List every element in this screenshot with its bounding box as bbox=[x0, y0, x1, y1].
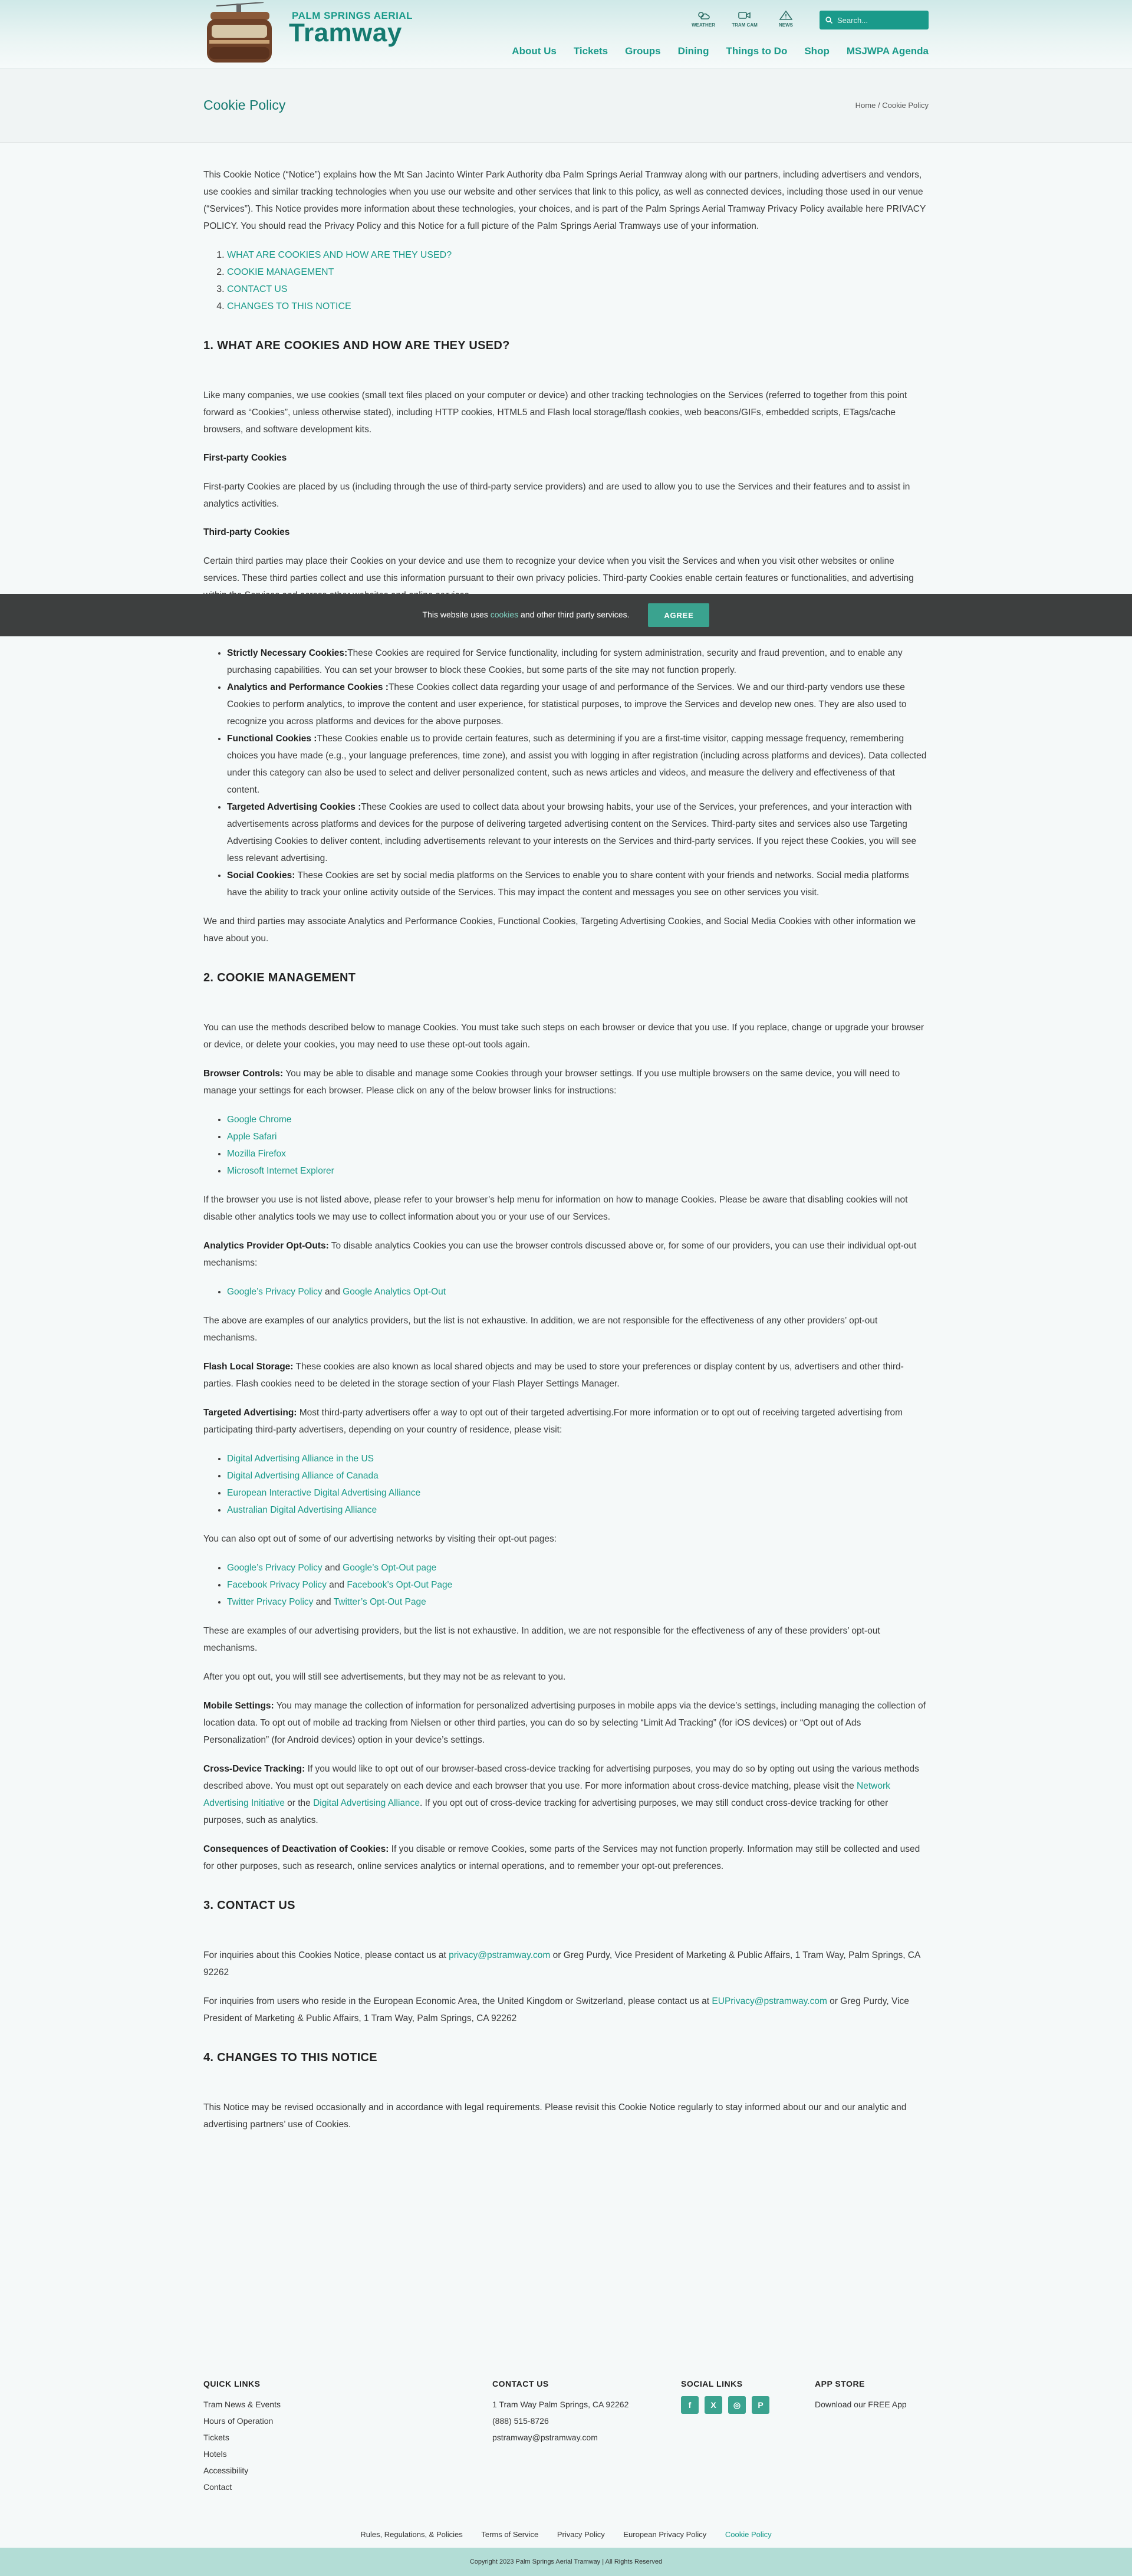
footer-bottom-links bbox=[0, 2528, 1132, 2541]
cookie-bar-text-a: This website uses bbox=[422, 610, 491, 620]
alert-icon bbox=[779, 11, 792, 20]
footer-social bbox=[681, 2377, 769, 2414]
cross-device-text-2: . If you opt out of cross-device tracking for advertising purposes, we may still conduct cross-device tracking for other purposes, such as analytics. bbox=[203, 1798, 889, 1825]
link-daa-canada[interactable]: Digital Advertising Alliance of Canada bbox=[227, 1470, 379, 1481]
site-header bbox=[0, 0, 1132, 68]
nav-dining[interactable]: Dining bbox=[677, 45, 709, 57]
list-item bbox=[227, 867, 929, 901]
contact-text-2: or Greg Purdy, Vice President of Marketing & Public Affairs, 1 Tram Way, Palm Springs, CA 92262 bbox=[203, 1950, 920, 1977]
link-daa[interactable]: Digital Advertising Alliance bbox=[313, 1798, 420, 1808]
list-item bbox=[227, 1283, 929, 1300]
paragraph: You can also opt out of some of our advertising networks by visiting their opt-out pages: bbox=[203, 1533, 557, 1544]
link-internet-explorer[interactable]: Microsoft Internet Explorer bbox=[227, 1165, 334, 1176]
main-nav bbox=[512, 46, 929, 56]
social-icons bbox=[681, 2396, 769, 2414]
analytics-optout-text: To disable analytics Cookies you can use the browser controls discussed above or, for some of our providers, you can use their individual opt-out mechanisms: bbox=[203, 1240, 917, 1268]
footer-link-privacy[interactable]: Privacy Policy bbox=[557, 2530, 605, 2539]
link-google-chrome[interactable]: Google Chrome bbox=[227, 1114, 292, 1125]
intro-paragraph: This Cookie Notice (“Notice”) explains how the Mt San Jacinto Winter Park Authority dba Palm Springs Aerial Tramway along with our partners, including advertisers and vendors, use cookies and similar tracking technologies when you use our website and other services that link to this policy, as well as connected devices, including those used in our venue (“Services”). This Notice provides more information about these technologies, your choices, and is part of the Palm Springs Aerial Tramway Privacy Policy available here PRIVACY POLICY. You should read the Privacy Policy and this Notice for a full picture of the Palm Springs Aerial Tramways use of your information. bbox=[203, 170, 926, 231]
footer-app-store bbox=[815, 2377, 907, 2413]
and-text: and bbox=[329, 1579, 345, 1590]
footer-heading: CONTACT US bbox=[492, 2379, 549, 2388]
mobile-settings-text: You may manage the collection of information for personalized advertising purposes in mobile apps via the device’s settings, including managing the collection of location data. To opt out of mobile ad tracking from Nielsen or other third parties, you can do so by selecting “Limit Ad Tracking” (for iOS devices) or “Opt out of Ads Personalization” (for Android devices) option in your device’s settings. bbox=[203, 1700, 926, 1745]
paragraph: After you opt out, you will still see advertisements, but they may not be as relevant to you. bbox=[203, 1671, 566, 1682]
table-of-contents bbox=[227, 247, 929, 315]
paragraph: Like many companies, we use cookies (small text files placed on your computer or device) and other tracking technologies on the Services (referred to together from this point forward as “Cookies”, unless otherwise stated), including HTTP cookies, HTML5 and Flash local storage/flash cookies, web beacons/GIFs, embedded scripts, ETags/cache browsers, and software development kits. bbox=[203, 390, 907, 435]
footer-link-contact[interactable]: Contact bbox=[203, 2482, 232, 2492]
cross-device-label: Cross-Device Tracking: bbox=[203, 1763, 305, 1774]
link-nai[interactable]: Network Advertising Initiative bbox=[203, 1780, 890, 1808]
subheading: First-party Cookies bbox=[203, 453, 287, 463]
footer-phone bbox=[492, 2413, 628, 2429]
link-apple-safari[interactable]: Apple Safari bbox=[227, 1131, 277, 1142]
tram-cam-label: TRAM CAM bbox=[732, 22, 758, 28]
footer-link-news[interactable]: Tram News & Events bbox=[203, 2400, 281, 2410]
cookie-types-list bbox=[227, 645, 929, 901]
paragraph: First-party Cookies are placed by us (including through the use of third-party service providers) and are used to allow you to use the Services and their features and to assist in analytics activities. bbox=[203, 481, 910, 509]
targeted-label: Targeted Advertising: bbox=[203, 1407, 297, 1418]
paragraph bbox=[203, 1404, 929, 1438]
page-title: Cookie Policy bbox=[203, 97, 286, 113]
section-heading: 1. WHAT ARE COOKIES AND HOW ARE THEY USED? bbox=[203, 339, 510, 352]
list-item bbox=[203, 2413, 281, 2429]
paragraph bbox=[203, 1358, 929, 1392]
list-item bbox=[203, 2462, 281, 2479]
footer-phone-link[interactable]: (888) 515-8726 bbox=[492, 2416, 549, 2426]
footer-heading: QUICK LINKS bbox=[203, 2379, 261, 2388]
privacy-email-link[interactable]: privacy@pstramway.com bbox=[449, 1950, 551, 1960]
and-text: and bbox=[315, 1596, 331, 1607]
footer-email bbox=[492, 2429, 628, 2446]
news-link[interactable] bbox=[769, 11, 802, 28]
footer-link-tickets[interactable]: Tickets bbox=[203, 2433, 229, 2443]
alliance-links-list bbox=[227, 1450, 929, 1519]
page-title-bar bbox=[0, 68, 1132, 143]
weather-link[interactable] bbox=[687, 11, 720, 28]
consequences-label: Consequences of Deactivation of Cookies: bbox=[203, 1844, 389, 1854]
list-item bbox=[203, 2429, 281, 2446]
paragraph: Certain third parties may place their Cookies on your device and use them to recognize your device when you visit the Services and when you visit other websites or online services. These third parties collect and use this information pursuant to their own privacy policies. Third-party Cookies enable certain features or functionalities, and advertising bbox=[203, 556, 914, 583]
footer-contact bbox=[492, 2377, 628, 2446]
cookie-bar-text bbox=[423, 607, 630, 622]
x-twitter-icon[interactable]: X bbox=[705, 2396, 722, 2414]
footer-link-hours[interactable]: Hours of Operation bbox=[203, 2416, 274, 2426]
copyright-bar bbox=[0, 2548, 1132, 2576]
toc-item bbox=[227, 264, 929, 281]
paragraph: You can use the methods described below to manage Cookies. You must take such steps on each browser or device that you use. If you replace, change or upgrade your browser or device, or delete your cookies, you may need to use these opt-out tools again. bbox=[203, 1022, 924, 1050]
flash-text: These cookies are also known as local shared objects and may be used to store your preferences or display content by us, advertisers and other third-parties. Flash cookies need to be deleted in the storage section of your Flash Player Settings Manager. bbox=[203, 1361, 904, 1389]
list-item bbox=[227, 1484, 929, 1501]
list-item bbox=[815, 2396, 907, 2413]
list-item bbox=[227, 799, 929, 867]
link-twitter-privacy-policy[interactable]: Twitter Privacy Policy bbox=[227, 1596, 314, 1607]
breadcrumb-current: Cookie Policy bbox=[882, 101, 929, 110]
network-links-list bbox=[227, 1559, 929, 1611]
breadcrumb bbox=[855, 98, 929, 112]
list-item bbox=[227, 1128, 929, 1145]
cookie-type-text: These Cookies are used to collect data about your browsing habits, your use of the Services, your preferences, and your interaction with advertisements across platforms and devices for the purpose of delivering targeted advertising content on the Services. Third-party sites and services also use Targeting Advertising Cookies to deliver content, including advertisements relevant to your interests on the Services and third-party services. If you reject these Cookies, you will see less relevant advertising. bbox=[227, 801, 917, 863]
cookie-type-name: Functional Cookies : bbox=[227, 733, 317, 744]
paragraph: We and third parties may associate Analytics and Performance Cookies, Functional Cookies, Targeting Advertising Cookies, and Social Media Cookies with other information we have about you. bbox=[203, 916, 916, 944]
breadcrumb-home[interactable]: Home bbox=[855, 101, 876, 110]
pinterest-icon[interactable]: P bbox=[752, 2396, 769, 2414]
main-content bbox=[0, 143, 1132, 2133]
list-item bbox=[227, 645, 929, 679]
cookie-consent-bar bbox=[0, 594, 1132, 636]
list-item bbox=[227, 1450, 929, 1467]
facebook-icon[interactable]: f bbox=[681, 2396, 699, 2414]
list-item bbox=[227, 1111, 929, 1128]
paragraph bbox=[203, 1841, 929, 1875]
list-item bbox=[203, 2446, 281, 2462]
list-item bbox=[203, 2396, 281, 2413]
browser-controls-label: Browser Controls: bbox=[203, 1068, 284, 1079]
section-heading: 3. CONTACT US bbox=[203, 1898, 295, 1912]
link-mozilla-firefox[interactable]: Mozilla Firefox bbox=[227, 1148, 286, 1159]
weather-icon bbox=[697, 11, 710, 20]
section-heading: 4. CHANGES TO THIS NOTICE bbox=[203, 2051, 377, 2064]
footer-link-cookie-policy[interactable]: Cookie Policy bbox=[725, 2530, 772, 2539]
cookie-type-name: Strictly Necessary Cookies: bbox=[227, 648, 348, 658]
footer-link-terms[interactable]: Terms of Service bbox=[481, 2530, 539, 2539]
footer-address: 1 Tram Way Palm Springs, CA 92262 bbox=[492, 2400, 629, 2410]
link-twitter-optout[interactable]: Twitter’s Opt-Out Page bbox=[333, 1596, 426, 1607]
footer-app-link[interactable]: Download our FREE App bbox=[815, 2400, 907, 2410]
cookie-type-name: Social Cookies: bbox=[227, 870, 295, 880]
paragraph bbox=[203, 1760, 929, 1829]
toc-item bbox=[227, 298, 929, 315]
link-google-optout[interactable]: Google’s Opt-Out page bbox=[343, 1562, 437, 1573]
nav-things-to-do[interactable]: Things to Do bbox=[726, 45, 788, 57]
contact-eu-text-2: or Greg Purdy, Vice President of Marketing & Public Affairs, 1 Tram Way, Palm Springs, CA 92262 bbox=[203, 1996, 909, 2023]
paragraph bbox=[203, 1947, 929, 1981]
link-facebook-optout[interactable]: Facebook’s Opt-Out Page bbox=[347, 1579, 453, 1590]
targeted-text: Most third-party advertisers offer a way to opt out of their targeted advertising.For more information or to opt out of receiving targeted advertising from participating third-party advertisers, depending on your country of residence, please visit: bbox=[203, 1407, 903, 1435]
nav-msjwpa-agenda[interactable]: MSJWPA Agenda bbox=[846, 45, 929, 57]
link-facebook-privacy-policy[interactable]: Facebook Privacy Policy bbox=[227, 1579, 327, 1590]
logo-small-text: PALM SPRINGS AERIAL bbox=[292, 10, 413, 21]
contact-eu-text: For inquiries from users who reside in the European Economic Area, the United Kingdom or Switzerland, please contact us at bbox=[203, 1996, 712, 2006]
cookie-type-text: These Cookies are set by social media platforms on the Services to enable you to share content with your friends and networks. Social media platforms have the ability to track your online activity outside of the Services. This may impact the content and messages you see on other services you visit. bbox=[227, 870, 909, 898]
logo-big-text: Tramway bbox=[289, 18, 402, 47]
copyright-text: Copyright 2023 Palm Springs Aerial Tramway | All Rights Reserved bbox=[469, 2558, 663, 2565]
browser-links-list bbox=[227, 1111, 929, 1179]
utility-icons bbox=[687, 11, 802, 28]
and-text: and bbox=[324, 1562, 340, 1573]
list-item bbox=[203, 2479, 281, 2495]
flash-label: Flash Local Storage: bbox=[203, 1361, 294, 1372]
site-footer bbox=[0, 2377, 1132, 2565]
analytics-links-list bbox=[227, 1283, 929, 1300]
nav-about-us[interactable]: About Us bbox=[512, 45, 557, 57]
list-item bbox=[227, 1162, 929, 1179]
link-edaa[interactable]: European Interactive Digital Advertising Alliance bbox=[227, 1487, 421, 1498]
cookie-type-text: These Cookies enable us to provide certain features, such as determining if you are a first-time visitor, capping message frequency, remembering choices you have made (e.g., your language preferences, time zone), and assist you with logging in after registration (including across platforms and devices). Data collected under this category can also be used to select and deliver personalized content, such as news articles and videos, and measure the delivery and effectiveness of that content. bbox=[227, 733, 927, 795]
nav-groups[interactable]: Groups bbox=[625, 45, 661, 57]
toc-link-cookies[interactable]: WHAT ARE COOKIES AND HOW ARE THEY USED? bbox=[227, 250, 452, 260]
footer-link-eu-privacy[interactable]: European Privacy Policy bbox=[623, 2530, 707, 2539]
paragraph bbox=[203, 1065, 929, 1099]
contact-text: For inquiries about this Cookies Notice, please contact us at bbox=[203, 1950, 449, 1960]
paragraph: These are examples of our advertising providers, but the list is not exhaustive. In addition, we are not responsible for the effectiveness of any of these providers’ opt-out mechanisms. bbox=[203, 1625, 880, 1653]
list-item bbox=[227, 730, 929, 799]
link-daa-us[interactable]: Digital Advertising Alliance in the US bbox=[227, 1453, 374, 1464]
search-input[interactable] bbox=[837, 16, 920, 25]
list-item bbox=[227, 1559, 929, 1576]
list-item bbox=[227, 1145, 929, 1162]
paragraph bbox=[203, 1993, 929, 2027]
toc-link-changes[interactable]: CHANGES TO THIS NOTICE bbox=[227, 301, 351, 311]
agree-button[interactable]: AGREE bbox=[648, 603, 709, 627]
paragraph: The above are examples of our analytics providers, but the list is not exhaustive. In addition, we are not responsible for the effectiveness of any other providers’ opt-out mechanisms. bbox=[203, 1315, 878, 1343]
list-item bbox=[227, 1501, 929, 1519]
paragraph bbox=[203, 1237, 929, 1271]
mobile-settings-label: Mobile Settings: bbox=[203, 1700, 274, 1711]
link-google-analytics-optout[interactable]: Google Analytics Opt-Out bbox=[343, 1286, 446, 1297]
list-item bbox=[227, 679, 929, 730]
cookie-type-text: These Cookies collect data regarding your usage of and performance of the Services. We and our third-party vendors use these Cookies to perform analytics, to improve the content and user experience, for statistical purposes, to improve the Services and develop new ones. They are also used to recognize you across platforms and devices for the above purposes. bbox=[227, 682, 907, 727]
list-item bbox=[227, 1467, 929, 1484]
and-text: and bbox=[324, 1286, 340, 1297]
toc-link-contact[interactable]: CONTACT US bbox=[227, 284, 288, 294]
cookie-type-name: Analytics and Performance Cookies : bbox=[227, 682, 389, 692]
link-google-privacy[interactable]: Google’s Privacy Policy bbox=[227, 1286, 323, 1297]
footer-link-hotels[interactable]: Hotels bbox=[203, 2449, 227, 2459]
or-text: or the bbox=[284, 1798, 314, 1808]
camera-icon bbox=[738, 11, 751, 20]
footer-heading: APP STORE bbox=[815, 2379, 865, 2388]
footer-email-link[interactable]: pstramway@pstramway.com bbox=[492, 2433, 598, 2443]
cookie-type-text: These Cookies are required for Service functionality, including for system administration, security and fraud prevention, and to enable any purchasing capabilities. You can set your browser to block these Cookies, but some parts of the site may not function properly. bbox=[227, 648, 903, 675]
analytics-optout-label: Analytics Provider Opt-Outs: bbox=[203, 1240, 329, 1251]
eu-privacy-email-link[interactable]: EUPrivacy@pstramway.com bbox=[712, 1996, 827, 2006]
toc-link-management[interactable]: COOKIE MANAGEMENT bbox=[227, 267, 334, 277]
browser-controls-text: You may be able to disable and manage some Cookies through your browser settings. If you use multiple browsers on the same device, you will need to manage your settings for each browser. Please click on any of the below browser links for instructions: bbox=[203, 1068, 900, 1096]
nav-tickets[interactable]: Tickets bbox=[573, 45, 608, 57]
footer-link-rules[interactable]: Rules, Regulations, & Policies bbox=[360, 2530, 463, 2539]
cross-device-text: If you would like to opt out of our browser-based cross-device tracking for advertising purposes, you may do so by opting out using the various methods described above. You must opt out separately on each device and each browser that you use. For more information about cross-device matching, please visit the bbox=[203, 1763, 919, 1791]
footer-heading: SOCIAL LINKS bbox=[681, 2379, 743, 2388]
tram-cam-link[interactable] bbox=[728, 11, 761, 28]
breadcrumb-separator: / bbox=[877, 101, 880, 110]
section-heading: 2. COOKIE MANAGEMENT bbox=[203, 971, 356, 984]
list-item bbox=[227, 1593, 929, 1611]
cookie-bar-text-b: and other third party services. bbox=[518, 610, 630, 620]
paragraph: This Notice may be revised occasionally and in accordance with legal requirements. Please revisit this Cookie Notice regularly to stay informed about our and our analytic and advertising partners’ use of Cookies. bbox=[203, 2102, 907, 2130]
search-icon bbox=[825, 17, 832, 24]
weather-label: WEATHER bbox=[692, 22, 715, 28]
cookie-bar-link[interactable]: cookies bbox=[490, 610, 519, 620]
consequences-text: If you disable or remove Cookies, some parts of the Services may not function properly. Information may still be collected and used for other purposes, such as research, online services analytics or internal operations, and to remember your opt-out preferences. bbox=[203, 1844, 920, 1871]
toc-item bbox=[227, 281, 929, 298]
link-adaa[interactable]: Australian Digital Advertising Alliance bbox=[227, 1504, 377, 1515]
paragraph: If the browser you use is not listed above, please refer to your browser’s help menu for information on how to manage Cookies. Please be aware that disabling cookies will not disable other analytics tools we may use to collect information about you or your use of our Services. bbox=[203, 1194, 908, 1222]
instagram-icon[interactable]: ◎ bbox=[728, 2396, 746, 2414]
link-google-privacy-policy[interactable]: Google’s Privacy Policy bbox=[227, 1562, 323, 1573]
search-box[interactable] bbox=[820, 11, 929, 29]
paragraph bbox=[203, 1697, 929, 1749]
list-item bbox=[227, 1576, 929, 1593]
subheading: Third-party Cookies bbox=[203, 527, 290, 537]
footer-link-accessibility[interactable]: Accessibility bbox=[203, 2466, 249, 2476]
toc-item bbox=[227, 247, 929, 264]
footer-quick-links bbox=[203, 2377, 281, 2495]
news-label: NEWS bbox=[779, 22, 793, 28]
tram-car-logo-icon bbox=[205, 2, 274, 66]
site-logo[interactable] bbox=[203, 0, 416, 68]
nav-shop[interactable]: Shop bbox=[804, 45, 830, 57]
cookie-type-name: Targeted Advertising Cookies : bbox=[227, 801, 361, 812]
